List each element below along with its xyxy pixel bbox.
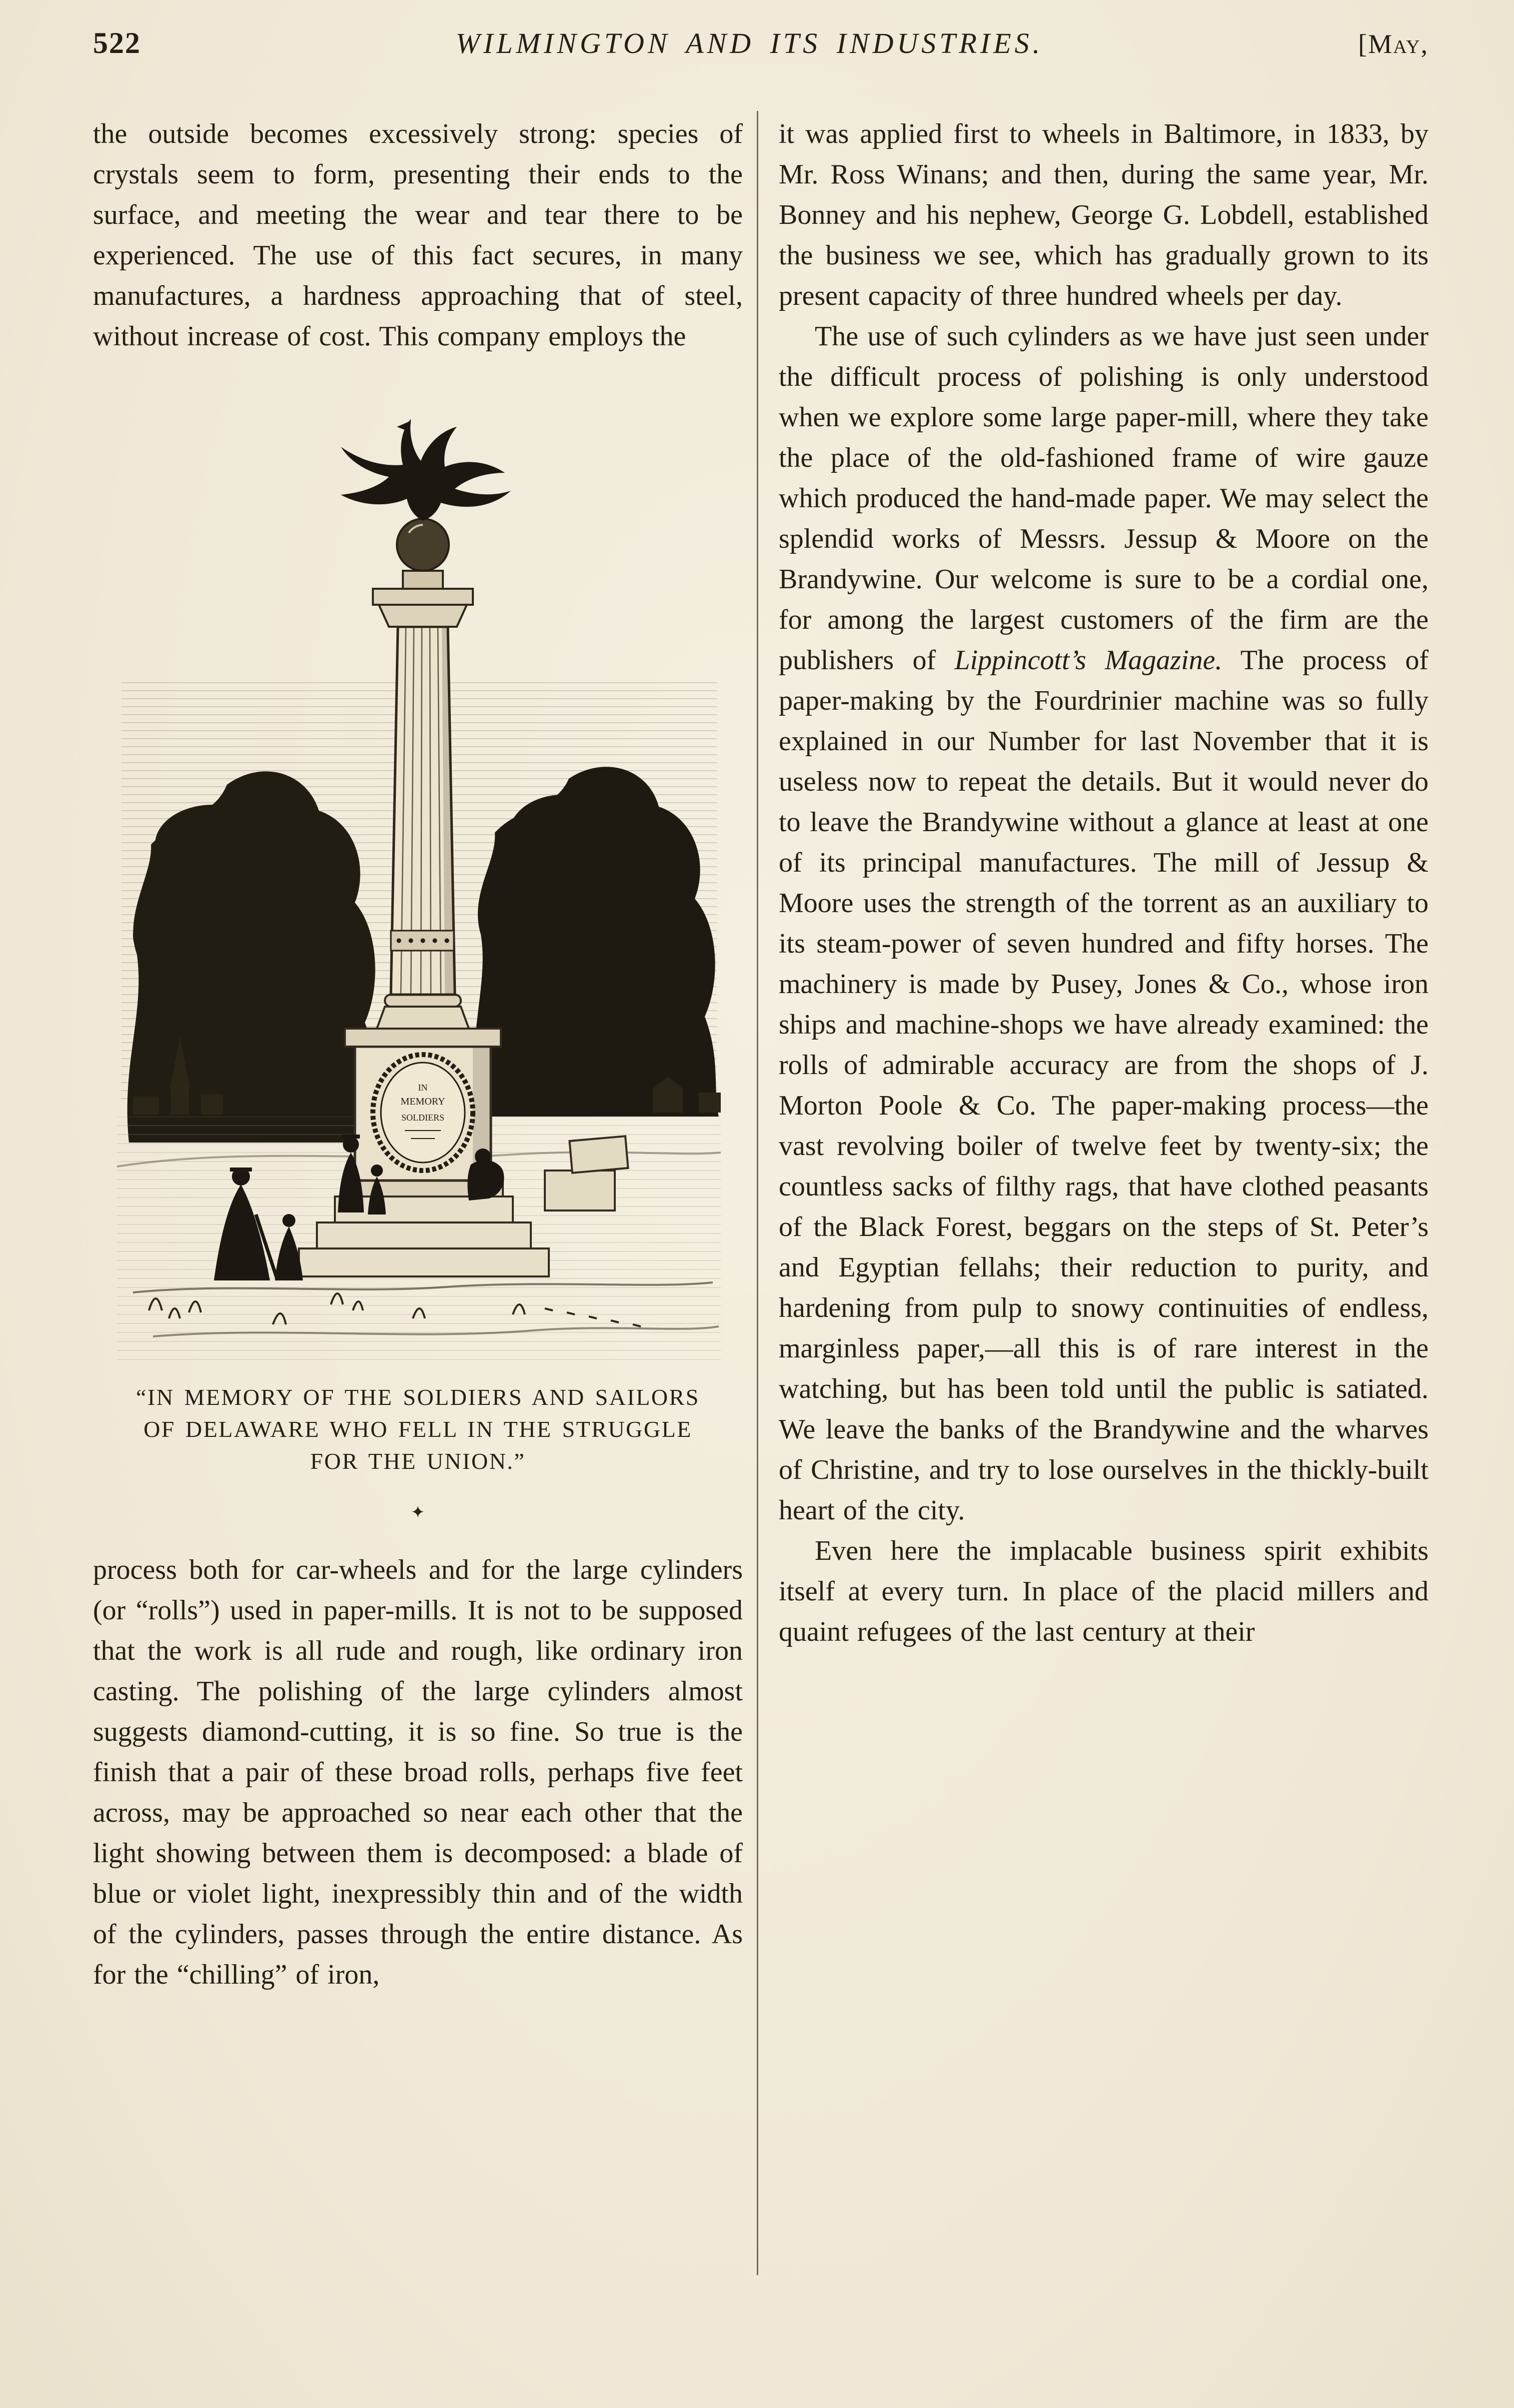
column-divider-rule xyxy=(757,111,758,2275)
paragraph: process both for car-wheels and for the large cylinders (or “rolls”) used in paper-mills. It is not to be supposed that the work is all rude and rough, like ordinary iron casting. The polishing of the large cylinders almost suggests diamond-cutting, it is so fine. So true is the finish that a pair of these broad rolls, perhaps five feet across, may be approached so near each other that the light showing between them is decomposed: a blade of blue or violet light, inexpressibly thin and of the width of the cylinders, passes through the entire distance. As for the “chilling” of iron, xyxy=(93,1554,743,1990)
monument-orb xyxy=(397,519,449,571)
column-capital xyxy=(373,571,473,627)
paragraph-text: The use of such cylinders as we have just seen under the difficult process of polishing is only understood when we explore some large paper-mill, where they take the place of the old-fashioned frame of wire gauze which produced the hand-made paper. We may select the splendid works of Messrs. Jessup & Moore on the Brandywine. Our welcome is sure to be a cordial one, for among the largest customers of the firm are the publishers of xyxy=(779,321,1429,676)
column-base xyxy=(377,995,469,1029)
plaque-line-1: IN xyxy=(418,1083,428,1093)
plaque-line-2: MEMORY xyxy=(400,1096,445,1107)
monument-engraving xyxy=(93,375,743,1374)
paragraph-text: The process of paper-making by the Fourdrinier machine was so fully explained in our Number for last November that it is useless now to repeat the details. But it would never do to leave the Brandywine without a glance at least at one of its principal manufactures. The mill of Jessup & Moore uses the strength of the torrent as an auxiliary to its steam-power of seven hundred and fifty horses. The machinery is made by Pusey, Jones & Co., whose iron ships and machine-shops we have already examined: the rolls of admirable accuracy are from the shops of J. Morton Poole & Co. The paper-making process—the vast revolving boiler of twelve feet by twenty-six; the countless sacks of filthy rags, that have clothed peasants of the Black Forest, beggars on the steps of St. Peter’s and Egyptian fellahs; their reduction to purity, and hardening from pulp to snowy continuities of endless, marginless paper,—all this is of rare interest in the watching, but has been told until the public is satiated. We leave the banks of the Brandywine and the wharves of Christine, and try to lose ourselves in the thickly-built heart of the city. xyxy=(779,645,1429,1526)
eagle-figure xyxy=(341,419,511,521)
shaft-star-band xyxy=(391,931,454,951)
monument-steps xyxy=(299,1197,549,1276)
printer-ornament: ✦ xyxy=(410,1503,425,1522)
page-number: 522 xyxy=(93,26,141,59)
right-column xyxy=(779,114,1429,1652)
paragraph: it was applied first to wheels in Baltimore, in 1833, by Mr. Ross Winans; and then, during the same year, Mr. Bonney and his nephew, George G. Lobdell, established the business we see, which has gradually grown to its present capacity of three hundred wheels per day. xyxy=(779,118,1429,311)
figure-caption: “IN MEMORY OF THE SOLDIERS AND SAILORS OF DELAWARE WHO FELL IN THE STRUGGLE FOR THE UNION.” xyxy=(136,1384,700,1474)
left-column xyxy=(93,114,743,1995)
issue-date: [May, xyxy=(1358,29,1429,59)
running-title: WILMINGTON AND ITS INDUSTRIES. xyxy=(455,27,1044,59)
plaque-line-3: SOLDIERS xyxy=(401,1113,445,1123)
paragraph: Even here the implacable business spirit exhibits itself at every turn. In place of the placid millers and quaint refugees of the last century at their xyxy=(779,1535,1429,1647)
magazine-name-italic: Lippincott’s Magazine. xyxy=(954,645,1223,676)
monument-figure xyxy=(93,375,743,1374)
paragraph xyxy=(779,316,1429,1531)
paragraph: the outside becomes excessively strong: species of crystals seem to form, presenting their ends to the surface, and meeting the wear and tear there to be experienced. The use of this fact secures, in many manufactures, a hardness approaching that of steel, without increase of cost. This company employs the xyxy=(93,118,743,352)
page-header xyxy=(93,26,1429,60)
